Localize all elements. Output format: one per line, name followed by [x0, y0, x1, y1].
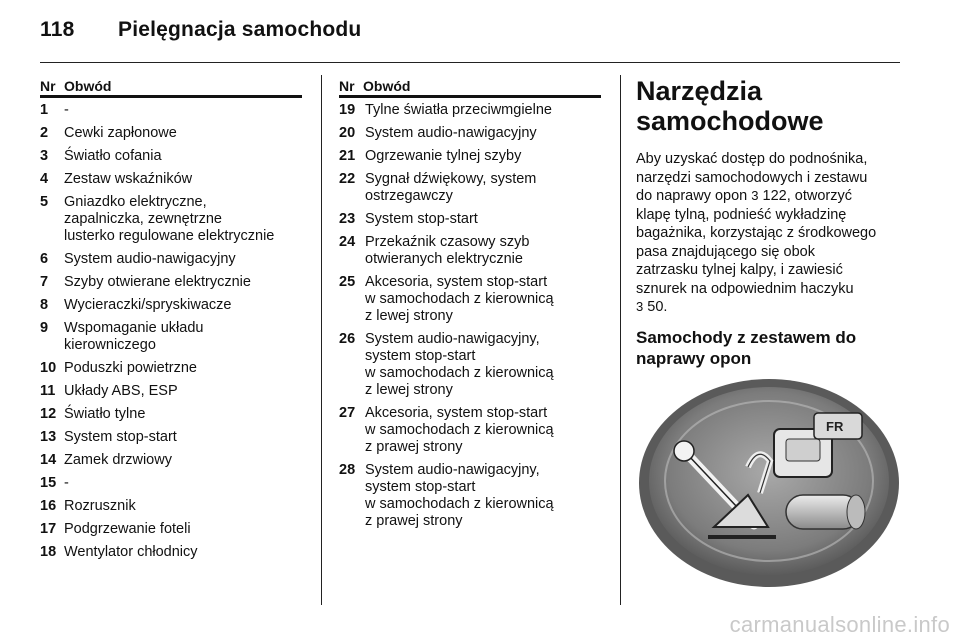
page-header	[40, 18, 900, 48]
circuit-name: Wspomaganie układu kierowniczego	[64, 320, 204, 353]
circuit-name: System audio-nawigacyjny	[365, 125, 537, 141]
fuse-number: 16	[40, 498, 57, 514]
table-body	[40, 102, 302, 561]
table-header	[339, 78, 601, 98]
circuit-name: System stop-start	[64, 429, 177, 445]
fuse-number: 19	[339, 102, 356, 118]
table-row	[40, 360, 302, 377]
table-row	[40, 194, 302, 245]
page-ref-link[interactable]: 50	[647, 299, 664, 315]
fuse-number: 25	[339, 274, 356, 290]
fuse-number: 6	[40, 251, 49, 267]
table-row	[339, 331, 601, 399]
page-ref-icon: 3	[636, 299, 644, 314]
table-row	[40, 498, 302, 515]
table-row	[40, 148, 302, 165]
column-header-nr: Nr	[339, 78, 355, 94]
table-row	[40, 171, 302, 188]
table-body	[339, 102, 601, 530]
circuit-name: Światło cofania	[64, 148, 162, 164]
circuit-name: Szyby otwierane elektrycznie	[64, 274, 251, 290]
fuse-number: 9	[40, 320, 49, 336]
fuse-number: 7	[40, 274, 49, 290]
table-header	[40, 78, 302, 98]
table-row	[40, 251, 302, 268]
circuit-name: System audio-nawigacyjny, system stop-start w samochodach z kierownicą z lewej strony	[365, 331, 554, 398]
circuit-name: Tylne światła przeciwmgielne	[365, 102, 552, 118]
fuse-number: 13	[40, 429, 57, 445]
table-row	[40, 452, 302, 469]
circuit-name: Wycieraczki/spryskiwacze	[64, 297, 232, 313]
fuse-number: 23	[339, 211, 356, 227]
table-row	[339, 148, 601, 165]
fuse-number: 24	[339, 234, 356, 250]
table-row	[339, 405, 601, 456]
circuit-name: Przekaźnik czasowy szyb otwieranych elektrycznie	[365, 234, 530, 267]
table-row	[40, 125, 302, 142]
circuit-name: Cewki zapłonowe	[64, 125, 177, 141]
column-header-circuit: Obwód	[64, 78, 112, 94]
circuit-name: Sygnał dźwiękowy, system ostrzegawczy	[365, 171, 537, 204]
circuit-name: -	[64, 102, 69, 118]
fuse-number: 14	[40, 452, 57, 468]
table-row	[40, 406, 302, 423]
circuit-name: Poduszki powietrzne	[64, 360, 197, 376]
circuit-name: Podgrzewanie foteli	[64, 521, 191, 537]
fuse-number: 15	[40, 475, 57, 491]
fuse-number: 22	[339, 171, 356, 187]
table-row	[40, 475, 302, 492]
circuit-name: System audio-nawigacyjny	[64, 251, 236, 267]
circuit-name: Akcesoria, system stop-start w samochodach z kierownicą z prawej strony	[365, 405, 554, 455]
circuit-name: Rozrusznik	[64, 498, 136, 514]
fuse-number: 3	[40, 148, 49, 164]
fuse-number: 10	[40, 360, 57, 376]
circuit-name: System audio-nawigacyjny, system stop-start w samochodach z kierownicą z prawej strony	[365, 462, 554, 529]
column-header-circuit: Obwód	[363, 78, 411, 94]
circuit-name: Gniazdko elektryczne, zapalniczka, zewnętrzne lusterko regulowane elektrycznie	[64, 194, 275, 244]
tools-section	[636, 76, 906, 589]
fr-label: FR	[826, 418, 844, 434]
circuit-name: Wentylator chłodnicy	[64, 544, 198, 560]
page-number: 118	[40, 18, 75, 41]
table-row	[40, 429, 302, 446]
fuse-number: 11	[40, 383, 56, 399]
circuit-name: Ogrzewanie tylnej szyby	[365, 148, 522, 164]
fuse-number: 27	[339, 405, 356, 421]
instructions-paragraph: Aby uzyskać dostęp do podnośnika, narzędzi samochodowych i zestawu do naprawy opon 3 122, otworzyć klapę tylną, podnieść wykładzinę bagażnika, korzystając z środkowego pasa znajdującego się obok zatrzasku tylnej kalpy, i zawiesić sznurek na odpowiednim haczyku 3 50.	[636, 151, 877, 315]
table-row	[339, 462, 601, 530]
fuse-number: 18	[40, 544, 57, 560]
circuit-name: Zestaw wskaźników	[64, 171, 193, 187]
page-ref-link[interactable]: 122	[762, 188, 787, 204]
sealant-cylinder-icon	[786, 495, 865, 529]
fuse-table-left	[40, 78, 302, 567]
fuse-number: 4	[40, 171, 49, 187]
fuse-number: 5	[40, 194, 49, 210]
header-rule	[40, 62, 900, 63]
table-row	[40, 320, 302, 354]
fuse-number: 28	[339, 462, 356, 478]
table-row	[40, 297, 302, 314]
column-divider	[620, 75, 621, 605]
column-header-nr: Nr	[40, 78, 56, 94]
table-row	[40, 274, 302, 291]
page-ref-icon: 3	[751, 188, 759, 203]
table-row	[339, 102, 601, 119]
watermark: carmanualsonline.info	[729, 612, 950, 637]
table-row	[40, 383, 302, 400]
fuse-number: 26	[339, 331, 356, 347]
circuit-name: Światło tylne	[64, 406, 146, 422]
circuit-name: System stop-start	[365, 211, 478, 227]
page-title: Pielęgnacja samochodu	[118, 18, 362, 41]
fuse-number: 20	[339, 125, 356, 141]
fuse-number: 1	[40, 102, 49, 118]
fuse-number: 21	[339, 148, 356, 164]
circuit-name: Akcesoria, system stop-start w samochodach z kierownicą z lewej strony	[365, 274, 554, 324]
table-row	[339, 234, 601, 268]
table-row	[339, 125, 601, 142]
circuit-name: -	[64, 475, 69, 491]
section-title: Narzędzia samochodowe	[636, 76, 824, 136]
tire-repair-kit-illustration	[636, 377, 902, 589]
fuse-number: 2	[40, 125, 49, 141]
fuse-number: 12	[40, 406, 57, 422]
table-row	[40, 521, 302, 538]
circuit-name: Układy ABS, ESP	[64, 383, 178, 399]
fuse-number: 17	[40, 521, 57, 537]
fuse-number: 8	[40, 297, 49, 313]
column-divider	[321, 75, 322, 605]
table-row	[339, 211, 601, 228]
table-row	[339, 274, 601, 325]
table-row	[339, 171, 601, 205]
fuse-table-right	[339, 78, 601, 536]
circuit-name: Zamek drzwiowy	[64, 452, 172, 468]
subsection-heading: Samochody z zestawem do naprawy opon	[636, 327, 857, 368]
table-row	[40, 102, 302, 119]
table-row	[40, 544, 302, 561]
